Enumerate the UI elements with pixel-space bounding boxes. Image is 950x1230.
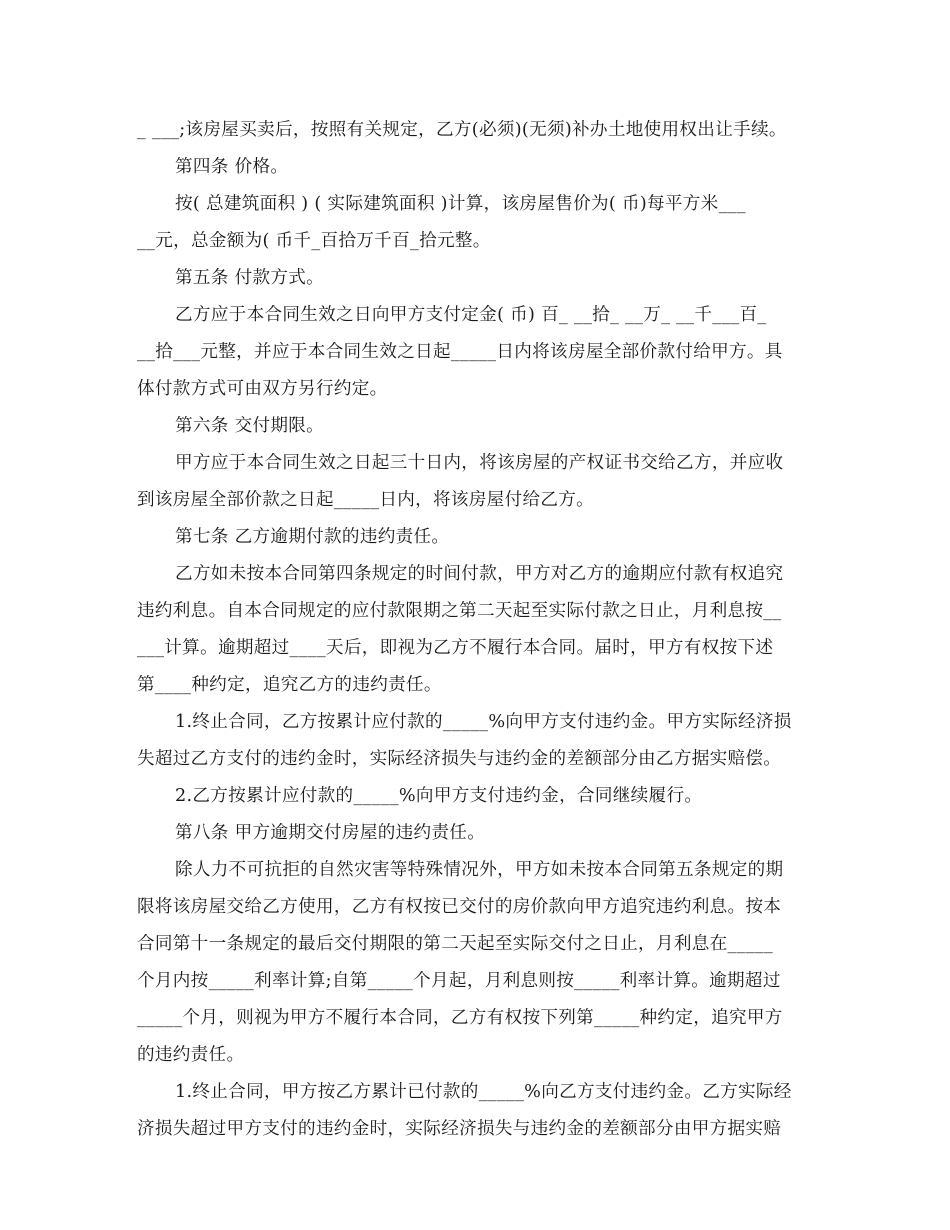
- text-line: 第四条 价格。: [175, 157, 289, 177]
- text-line: 第七条 乙方逾期付款的违约责任。: [175, 527, 450, 547]
- text-line: 合同第十一条规定的最后交付期限的第二天起至实际交付之日止，月利息在_____: [137, 934, 773, 954]
- text-line: 1.终止合同，甲方按乙方累计已付款的_____%向乙方支付违约金。乙方实际经: [175, 1082, 792, 1102]
- text-line: _____个月，则视为甲方不履行本合同，乙方有权按下列第_____种约定，追究甲方: [137, 1008, 783, 1028]
- text-line: 除人力不可抗拒的自然灾害等特殊情况外，甲方如未按本合同第五条规定的期: [175, 860, 784, 880]
- text-line: ___计算。逾期超过____天后，即视为乙方不履行本合同。届时，甲方有权按下述: [137, 638, 774, 658]
- text-line: 违约利息。自本合同规定的应付款限期之第二天起至实际付款之日止，月利息按__: [137, 601, 782, 621]
- text-line: 第六条 交付期限。: [175, 416, 325, 436]
- text-line: 乙方应于本合同生效之日向甲方支付定金( 币) 百_ __拾_ __万_ __千___百_: [175, 305, 767, 325]
- text-line: __拾___元整，并应于本合同生效之日起_____日内将该房屋全部价款付给甲方。具: [137, 342, 783, 362]
- text-line: 乙方如未按本合同第四条规定的时间付款，甲方对乙方的逾期应付款有权追究: [175, 564, 784, 584]
- text-line: 第五条 付款方式。: [175, 268, 325, 288]
- text-line: 失超过乙方支付的违约金时，实际经济损失与违约金的差额部分由乙方据实赔偿。: [137, 749, 782, 769]
- text-line: 限将该房屋交给乙方使用，乙方有权按已交付的房价款向甲方追究违约利息。按本: [137, 897, 782, 917]
- text-line: __元，总金额为( 币千_百拾万千百_拾元整。: [137, 231, 491, 251]
- text-line: 2.乙方按累计应付款的_____%向甲方支付违约金，合同继续履行。: [175, 786, 703, 806]
- document-page: [137, 112, 827, 1148]
- text-line: 1.终止合同，乙方按累计应付款的_____%向甲方支付违约金。甲方实际经济损: [175, 712, 792, 732]
- text-line: 体付款方式可由双方另行约定。: [137, 379, 388, 399]
- text-line: 到该房屋全部价款之日起_____日内，将该房屋付给乙方。: [137, 490, 595, 510]
- text-line: 个月内按_____利率计算;自第_____个月起，月利息则按_____利率计算。逾期超过: [137, 971, 781, 991]
- text-line: 第____种约定，追究乙方的违约责任。: [137, 675, 442, 695]
- text-line: 甲方应于本合同生效之日起三十日内，将该房屋的产权证书交给乙方，并应收: [175, 453, 784, 473]
- text-line: 的违约责任。: [137, 1045, 245, 1065]
- text-line: 第八条 甲方逾期交付房屋的违约责任。: [175, 823, 486, 843]
- text-line: 按( 总建筑面积 ) ( 实际建筑面积 )计算，该房屋售价为( 币)每平方米___: [175, 194, 746, 214]
- text-line: _ ___;该房屋买卖后，按照有关规定，乙方(必须)(无须)补办土地使用权出让手续。: [137, 120, 787, 140]
- text-line: 济损失超过甲方支付的违约金时，实际经济损失与违约金的差额部分由甲方据实赔: [137, 1119, 782, 1139]
- document-body: [137, 112, 827, 1148]
